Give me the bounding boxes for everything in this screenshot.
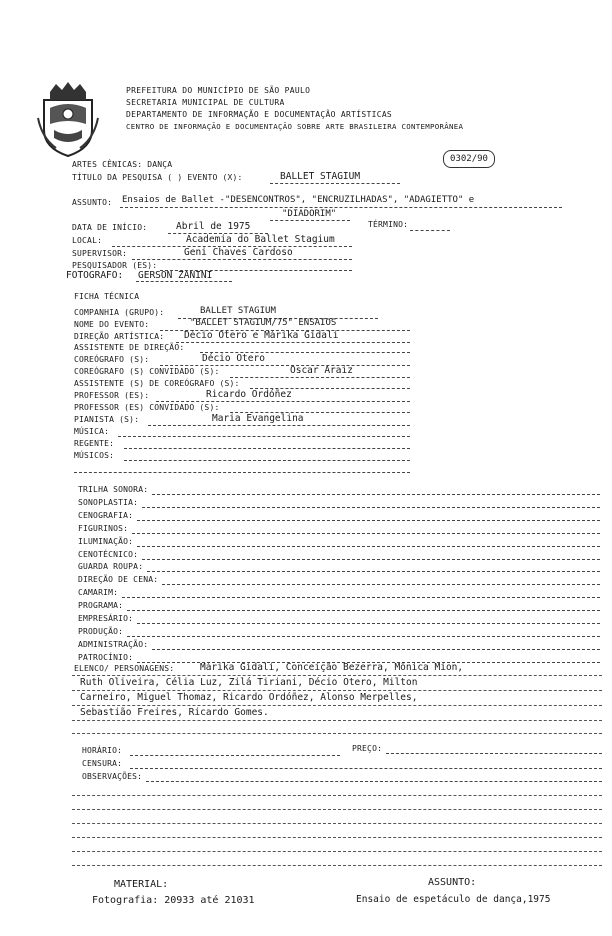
technical-field-label: EMPRESÁRIO:: [78, 614, 134, 623]
termino-label: TÉRMINO:: [368, 220, 409, 229]
technical-field-label: TRILHA SONORA:: [78, 485, 149, 494]
technical-field-line: [127, 610, 600, 611]
observacoes-label: OBSERVAÇÕES:: [82, 772, 143, 781]
elenco-line3: Carneiro, Miguel Thomaz, Ricardo Ordóñez, Alonso Merpelles,: [80, 692, 418, 703]
horario-label: HORÁRIO:: [82, 746, 123, 755]
direcao-artistica-label: DIREÇÃO ARTÍSTICA:: [74, 332, 165, 341]
artes-cenicas-label: ARTES CÊNICAS: DANÇA: [72, 160, 173, 169]
coreografo-label: COREÓGRAFO (S):: [74, 355, 150, 364]
technical-field-label: CENOTÉCNICO:: [78, 549, 139, 559]
technical-field-label: CENOGRAFIA:: [78, 510, 134, 520]
material-label: MATERIAL:: [114, 879, 169, 890]
technical-field-line: [142, 507, 600, 508]
technical-field-label: DIREÇÃO DE CENA:: [78, 575, 159, 585]
supervisor-label: SUPERVISOR:: [72, 249, 128, 258]
titulo-label: TÍTULO DA PESQUISA ( ) EVENTO (X):: [72, 173, 243, 182]
assunto-footer-value: Ensaio de espetáculo de dança,1975: [356, 894, 551, 905]
elenco-line2: Ruth Oliveira, Célia Luz, Zilá Tiriani, Décio Otero, Milton: [80, 677, 418, 688]
professor-convidado-label: PROFESSOR (ES) CONVIDADO (S):: [74, 403, 220, 412]
technical-field-line: [127, 636, 600, 637]
assunto-footer-label: ASSUNTO:: [428, 877, 477, 888]
elenco-line4: Sebastião Freires, Ricardo Gomes.: [80, 707, 269, 718]
local-label: LOCAL:: [72, 236, 103, 245]
assunto-value-line2: "DIADORIM": [282, 209, 337, 219]
coreografo-convidado-label: COREÓGRAFO (S) CONVIDADO (S):: [74, 367, 220, 376]
nome-evento-value: "BALLET STAGIUM/75" ENSAIOS: [190, 318, 337, 328]
technical-field-line: [137, 520, 600, 521]
coreografo-value: Décio Otero: [202, 353, 265, 364]
technical-field-line: [147, 571, 600, 572]
preco-label: PREÇO:: [352, 744, 383, 753]
header-secretaria: SECRETARIA MUNICIPAL DE CULTURA: [126, 98, 285, 107]
technical-field-label: ILUMINAÇÃO:: [78, 536, 134, 546]
fotografo-value: GERSON ZANINI: [138, 270, 213, 281]
nome-evento-label: NOME DO EVENTO:: [74, 320, 150, 329]
fotografo-label: FOTOGRAFO:: [66, 270, 124, 281]
header-departamento: DEPARTAMENTO DE INFORMAÇÃO E DOCUMENTAÇÃO ARTÍSTICAS: [126, 110, 393, 119]
technical-field-line: [137, 546, 600, 547]
assunto-label: ASSUNTO:: [72, 198, 113, 207]
professor-label: PROFESSOR (ES):: [74, 391, 150, 400]
elenco-line1: Márika Gidali, Conceição Bezerra, Mônica Mion,: [200, 662, 464, 673]
elenco-label: ELENCO/ PERSONAGENS:: [74, 664, 175, 673]
pesquisador-label: PESQUISADOR (ES):: [72, 261, 158, 270]
header-prefeitura: PREFEITURA DO MUNICÍPIO DE SÃO PAULO: [126, 86, 311, 95]
technical-field-line: [152, 649, 600, 650]
technical-field-label: FIGURINOS:: [78, 523, 129, 533]
musicos-label: MÚSICOS:: [74, 451, 115, 460]
technical-field-label: GUARDA ROUPA:: [78, 562, 144, 572]
technical-field-line: [142, 559, 600, 560]
regente-label: REGENTE:: [74, 439, 115, 448]
data-inicio-label: DATA DE INÍCIO:: [72, 223, 148, 232]
technical-field-line: [132, 533, 600, 534]
direcao-artistica-value: Décio Otero e Márika Gidali: [184, 330, 339, 341]
technical-field-label: PRODUÇÃO:: [78, 626, 124, 636]
material-value: Fotografia: 20933 até 21031: [92, 895, 255, 906]
companhia-value: BALLET STAGIUM: [200, 306, 276, 316]
technical-field-line: [152, 494, 600, 495]
local-value: Academia do Ballet Stagium: [186, 234, 335, 245]
city-crest-logo: [36, 78, 100, 158]
companhia-label: COMPANHIA (GRUPO):: [74, 308, 165, 317]
technical-field-label: PATROCÍNIO:: [78, 652, 134, 662]
musica-label: MÚSICA:: [74, 427, 110, 436]
pianista-label: PIANISTA (S):: [74, 415, 140, 424]
record-number-stamp: 0302/90: [443, 150, 495, 168]
technical-field-label: PROGRAMA:: [78, 601, 124, 611]
titulo-value: BALLET STAGIUM: [280, 171, 361, 182]
technical-field-line: [137, 623, 600, 624]
assistente-coreografo-label: ASSISTENTE (S) DE COREÓGRAFO (S):: [74, 379, 240, 388]
ficha-tecnica-title: FICHA TÉCNICA: [74, 292, 140, 301]
censura-label: CENSURA:: [82, 759, 123, 768]
technical-field-label: ADMINISTRAÇÃO:: [78, 639, 149, 649]
technical-field-line: [122, 597, 600, 598]
technical-field-label: SONOPLASTIA:: [78, 497, 139, 507]
technical-field-line: [162, 584, 600, 585]
pianista-value: Maria Evangelina: [212, 413, 304, 424]
assunto-value-line1: Ensaios de Ballet -"DESENCONTROS", "ENCRUZILHADAS", "ADAGIETTO" e: [122, 195, 475, 205]
coreografo-convidado-value: Oscar Araiz: [290, 365, 353, 376]
technical-field-label: CAMARIM:: [78, 588, 119, 598]
supervisor-value: Geni Chaves Cardoso: [184, 247, 293, 258]
assistente-direcao-label: ASSISTENTE DE DIREÇÃO:: [74, 343, 185, 352]
data-inicio-value: Abril de 1975: [176, 221, 251, 232]
professor-value: Ricardo Ordóñez: [206, 389, 292, 400]
header-centro: CENTRO DE INFORMAÇÃO E DOCUMENTAÇÃO SOBRE ARTE BRASILEIRA CONTEMPORÂNEA: [126, 122, 464, 131]
